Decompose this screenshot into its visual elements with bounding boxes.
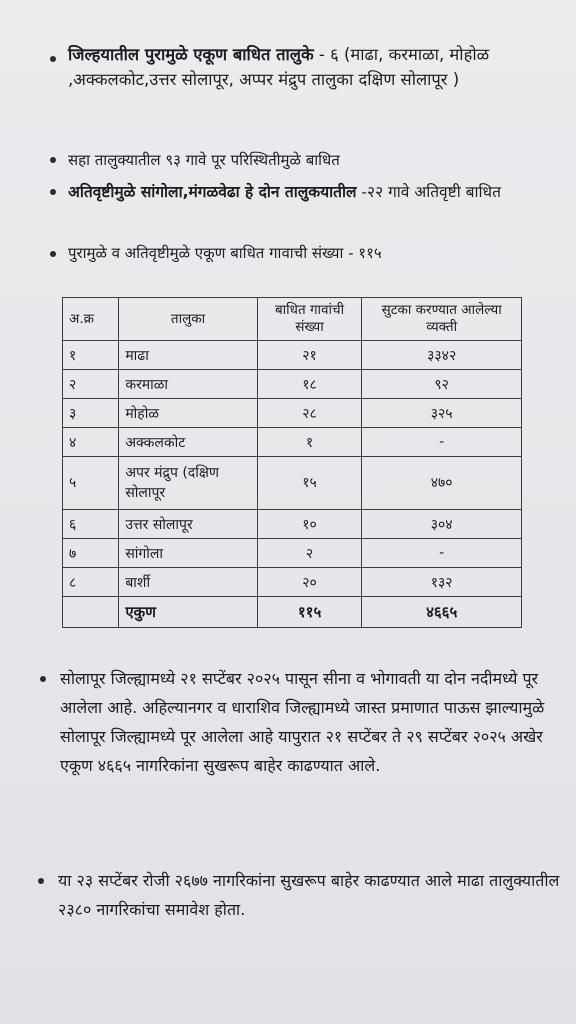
bullet-bold-text: जिल्हयातील पुरामुळे एकूण बाधित तालुके xyxy=(68,45,314,64)
header-rescued-persons: सुटका करण्यात आलेल्या व्यक्ती xyxy=(362,298,522,341)
cell-taluka: मोहोळ xyxy=(119,399,257,428)
cell-villages: १ xyxy=(257,428,362,457)
cell-taluka: बार्शी xyxy=(119,568,257,597)
header-serial: अ.क्र xyxy=(63,298,119,341)
table-total-row xyxy=(63,597,522,628)
cell-rescued: १३२ xyxy=(362,568,522,597)
cell-villages: १८ xyxy=(257,370,362,399)
cell-serial: ५ xyxy=(63,457,119,510)
cell-taluka: उत्तर सोलापूर xyxy=(119,510,257,539)
bullet-dot xyxy=(50,157,56,163)
cell-serial-empty xyxy=(63,597,119,628)
bullet-text: या २३ सप्टेंबर रोजी २६७७ नागरिकांना सुखरूप बाहेर काढण्यात आले माढा तालुक्यातील २३८० नागरिकांचा समावेश होता. xyxy=(58,871,560,919)
cell-serial: ६ xyxy=(63,510,119,539)
header-affected-villages: बाधित गावांची संख्या xyxy=(257,298,362,341)
bullet-dot xyxy=(40,676,46,682)
total-villages: ११५ xyxy=(257,597,362,628)
cell-villages: १० xyxy=(257,510,362,539)
cell-rescued: ३२५ xyxy=(362,399,522,428)
table-row xyxy=(63,428,522,457)
bullet-text: -२२ गावे अतिवृष्टी बाधित xyxy=(356,183,501,201)
bullet-bold-text: अतिवृष्टीमुळे सांगोला,मंगळवेढा हे दोन तालुकयातील xyxy=(68,183,357,201)
bullet-text: पुरामुळे व अतिवृष्टीमुळे एकूण बाधित गावाची संख्या - ११५ xyxy=(68,244,382,262)
bullet-dot xyxy=(50,56,56,62)
cell-villages: २० xyxy=(257,568,362,597)
cell-villages: २ xyxy=(257,539,362,568)
cell-rescued: - xyxy=(362,539,522,568)
cell-taluka: अक्कलकोट xyxy=(119,428,257,457)
bullet-dot xyxy=(50,251,56,257)
cell-rescued: ९२ xyxy=(362,370,522,399)
cell-rescued: - xyxy=(362,428,522,457)
cell-taluka: करमाळा xyxy=(119,370,257,399)
cell-rescued: ३३४२ xyxy=(362,341,522,370)
table-row xyxy=(63,399,522,428)
total-label: एकुण xyxy=(119,597,257,628)
table-row xyxy=(63,568,522,597)
table-row xyxy=(63,457,522,510)
rescue-table xyxy=(62,297,522,628)
cell-rescued: ३०४ xyxy=(362,510,522,539)
cell-serial: ४ xyxy=(63,428,119,457)
table-row xyxy=(63,539,522,568)
cell-serial: ८ xyxy=(63,568,119,597)
cell-serial: २ xyxy=(63,370,119,399)
table-row xyxy=(63,341,522,370)
table-row xyxy=(63,510,522,539)
bullet-dot xyxy=(38,878,44,884)
table-row xyxy=(63,370,522,399)
header-taluka: तालुका xyxy=(119,298,257,341)
bullet-dot xyxy=(50,189,56,195)
cell-villages: १५ xyxy=(257,457,362,510)
cell-taluka: सांगोला xyxy=(119,539,257,568)
table-header-row xyxy=(63,298,522,341)
bullet-text: सोलापूर जिल्ह्यामध्ये २१ सप्टेंबर २०२५ पासून सीना व भोगावती या दोन नदीमध्ये पूर आलेला आहे. अहिल्यानगर व धाराशिव जिल्ह्यामध्ये जास्त प्रमाणात पाऊस झाल्यामुळे सोलापूर जिल्ह्यामध्ये पूर आलेला आहे यापुरात २१ सप्टेंबर ते २९ सप्टेंबर २०२५ अखेर एकूण ४६६५ नागरिकांना सुखरूप बाहेर काढण्यात आले. xyxy=(60,669,545,775)
cell-taluka: अपर मंद्रुप (दक्षिण सोलापूर xyxy=(119,457,257,510)
cell-rescued: ४७० xyxy=(362,457,522,510)
bullet-text: सहा तालुक्यातील ९३ गावे पूर परिस्थितीमुळे बाधित xyxy=(68,151,340,169)
cell-serial: १ xyxy=(63,341,119,370)
cell-taluka: माढा xyxy=(119,341,257,370)
cell-villages: २८ xyxy=(257,399,362,428)
cell-serial: ७ xyxy=(63,539,119,568)
bullet-text: - ६ (माढा, करमाळा, मोहोळ ,अक्कलकोट,उत्तर सोलापूर, अप्पर मंद्रुप तालुका दक्षिण सोलापूर ) xyxy=(68,45,490,89)
total-rescued: ४६६५ xyxy=(362,597,522,628)
cell-serial: ३ xyxy=(63,399,119,428)
cell-villages: २१ xyxy=(257,341,362,370)
